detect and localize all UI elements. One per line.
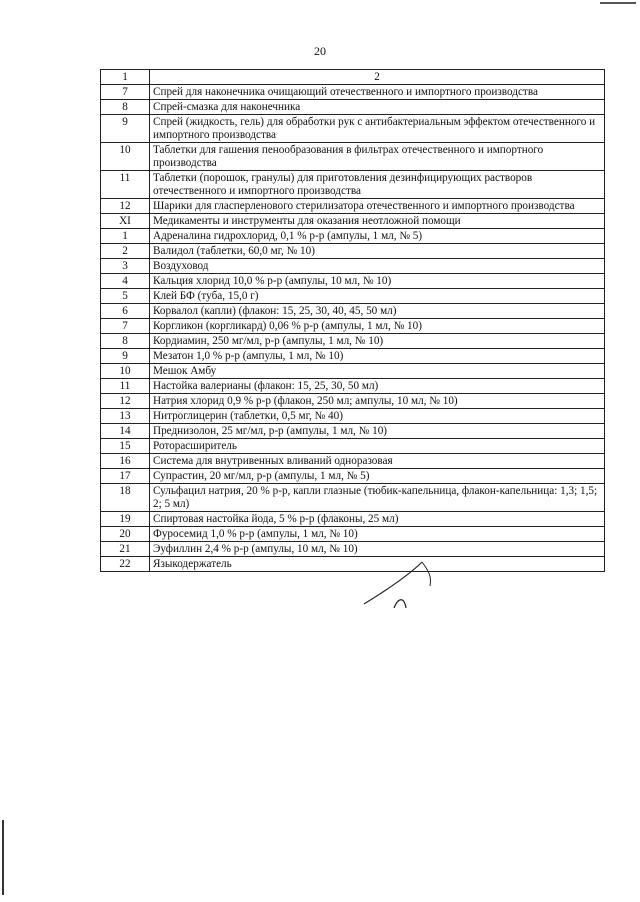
table-row xyxy=(101,364,605,379)
row-number: 12 xyxy=(101,394,150,409)
row-description: Эуфиллин 2,4 % р-р (ампулы, 10 мл, № 10) xyxy=(150,542,605,557)
row-description: Спрей (жидкость, гель) для обработки рук с антибактериальным эффектом отечественного и импортного производства xyxy=(150,115,605,143)
table-row xyxy=(101,484,605,512)
row-number: 13 xyxy=(101,409,150,424)
row-description: Спиртовая настойка йода, 5 % р-р (флаконы, 25 мл) xyxy=(150,512,605,527)
row-number: 6 xyxy=(101,304,150,319)
row-description: Таблетки для гашения пенообразования в фильтрах отечественного и импортного производства xyxy=(150,143,605,171)
table-row xyxy=(101,527,605,542)
row-description: Настойка валерианы (флакон: 15, 25, 30, 50 мл) xyxy=(150,379,605,394)
row-description: Мезатон 1,0 % р-р (ампулы, 1 мл, № 10) xyxy=(150,349,605,364)
row-description: Кальция хлорид 10,0 % р-р (ампулы, 10 мл, № 10) xyxy=(150,274,605,289)
table-row xyxy=(101,439,605,454)
row-description: Преднизолон, 25 мг/мл, р-р (ампулы, 1 мл, № 10) xyxy=(150,424,605,439)
row-description: Роторасширитель xyxy=(150,439,605,454)
table-header-row xyxy=(101,70,605,85)
row-number: 19 xyxy=(101,512,150,527)
table-row xyxy=(101,349,605,364)
row-number: 9 xyxy=(101,349,150,364)
table-row xyxy=(101,244,605,259)
table-row xyxy=(101,379,605,394)
row-number: 17 xyxy=(101,469,150,484)
row-number: 11 xyxy=(101,171,150,199)
row-number: 16 xyxy=(101,454,150,469)
row-number: 7 xyxy=(101,319,150,334)
table-row xyxy=(101,319,605,334)
header-col-2: 2 xyxy=(150,70,605,85)
scan-edge-mark xyxy=(600,2,636,4)
table-row xyxy=(101,394,605,409)
row-description: Натрия хлорид 0,9 % р-р (флакон, 250 мл; ампулы, 10 мл, № 10) xyxy=(150,394,605,409)
scan-edge-mark xyxy=(2,820,4,895)
table-row xyxy=(101,409,605,424)
table-row xyxy=(101,289,605,304)
row-description: Нитроглицерин (таблетки, 0,5 мг, № 40) xyxy=(150,409,605,424)
table-row xyxy=(101,199,605,214)
row-number: 10 xyxy=(101,143,150,171)
row-description: Спрей для наконечника очищающий отечественного и импортного производства xyxy=(150,85,605,100)
table-row xyxy=(101,143,605,171)
row-description: Коргликон (коргликард) 0,06 % р-р (ампулы, 1 мл, № 10) xyxy=(150,319,605,334)
row-number: 2 xyxy=(101,244,150,259)
row-number: 8 xyxy=(101,334,150,349)
supplies-table xyxy=(100,69,605,572)
row-description: Воздуховод xyxy=(150,259,605,274)
row-number: 20 xyxy=(101,527,150,542)
row-number: 4 xyxy=(101,274,150,289)
table-row xyxy=(101,469,605,484)
row-number: 5 xyxy=(101,289,150,304)
row-description: Сульфацил натрия, 20 % р-р, капли глазные (тюбик-капельница, флакон-капельница: 1,3; 1,5; 2; 5 мл) xyxy=(150,484,605,512)
row-description: Корвалол (капли) (флакон: 15, 25, 30, 40, 45, 50 мл) xyxy=(150,304,605,319)
row-number: 9 xyxy=(101,115,150,143)
header-col-1: 1 xyxy=(101,70,150,85)
table-row xyxy=(101,171,605,199)
row-description: Супрастин, 20 мг/мл, р-р (ампулы, 1 мл, № 5) xyxy=(150,469,605,484)
row-number: 18 xyxy=(101,484,150,512)
row-description: Медикаменты и инструменты для оказания неотложной помощи xyxy=(150,214,605,229)
row-description: Языкодержатель xyxy=(150,557,605,572)
row-description: Фуросемид 1,0 % р-р (ампулы, 1 мл, № 10) xyxy=(150,527,605,542)
row-number: 3 xyxy=(101,259,150,274)
row-description: Валидол (таблетки, 60,0 мг, № 10) xyxy=(150,244,605,259)
row-number: 15 xyxy=(101,439,150,454)
row-number: 7 xyxy=(101,85,150,100)
table-row xyxy=(101,85,605,100)
row-description: Мешок Амбу xyxy=(150,364,605,379)
row-description: Система для внутривенных вливаний одноразовая xyxy=(150,454,605,469)
row-number: 1 xyxy=(101,229,150,244)
row-number: 10 xyxy=(101,364,150,379)
table-row xyxy=(101,259,605,274)
table-body xyxy=(101,70,605,572)
row-description: Шарики для гласперленового стерилизатора отечественного и импортного производства xyxy=(150,199,605,214)
table-row xyxy=(101,274,605,289)
row-description: Кордиамин, 250 мг/мл, р-р (ампулы, 1 мл, № 10) xyxy=(150,334,605,349)
row-description: Адреналина гидрохлорид, 0,1 % р-р (ампулы, 1 мл, № 5) xyxy=(150,229,605,244)
handwritten-signature xyxy=(350,560,440,610)
row-number: 21 xyxy=(101,542,150,557)
table-row xyxy=(101,542,605,557)
table-row xyxy=(101,454,605,469)
table-row xyxy=(101,334,605,349)
table-row xyxy=(101,424,605,439)
table-row xyxy=(101,115,605,143)
page-number: 20 xyxy=(314,44,326,58)
row-number: 11 xyxy=(101,379,150,394)
table-row xyxy=(101,512,605,527)
row-description: Клей БФ (туба, 15,0 г) xyxy=(150,289,605,304)
row-number: XI xyxy=(101,214,150,229)
row-number: 22 xyxy=(101,557,150,572)
row-number: 8 xyxy=(101,100,150,115)
table-row xyxy=(101,229,605,244)
row-description: Спрей-смазка для наконечника xyxy=(150,100,605,115)
row-description: Таблетки (порошок, гранулы) для приготовления дезинфицирующих растворов отечественного и импортного производства xyxy=(150,171,605,199)
row-number: 12 xyxy=(101,199,150,214)
row-number: 14 xyxy=(101,424,150,439)
table-row xyxy=(101,214,605,229)
table-row xyxy=(101,304,605,319)
table-row xyxy=(101,100,605,115)
